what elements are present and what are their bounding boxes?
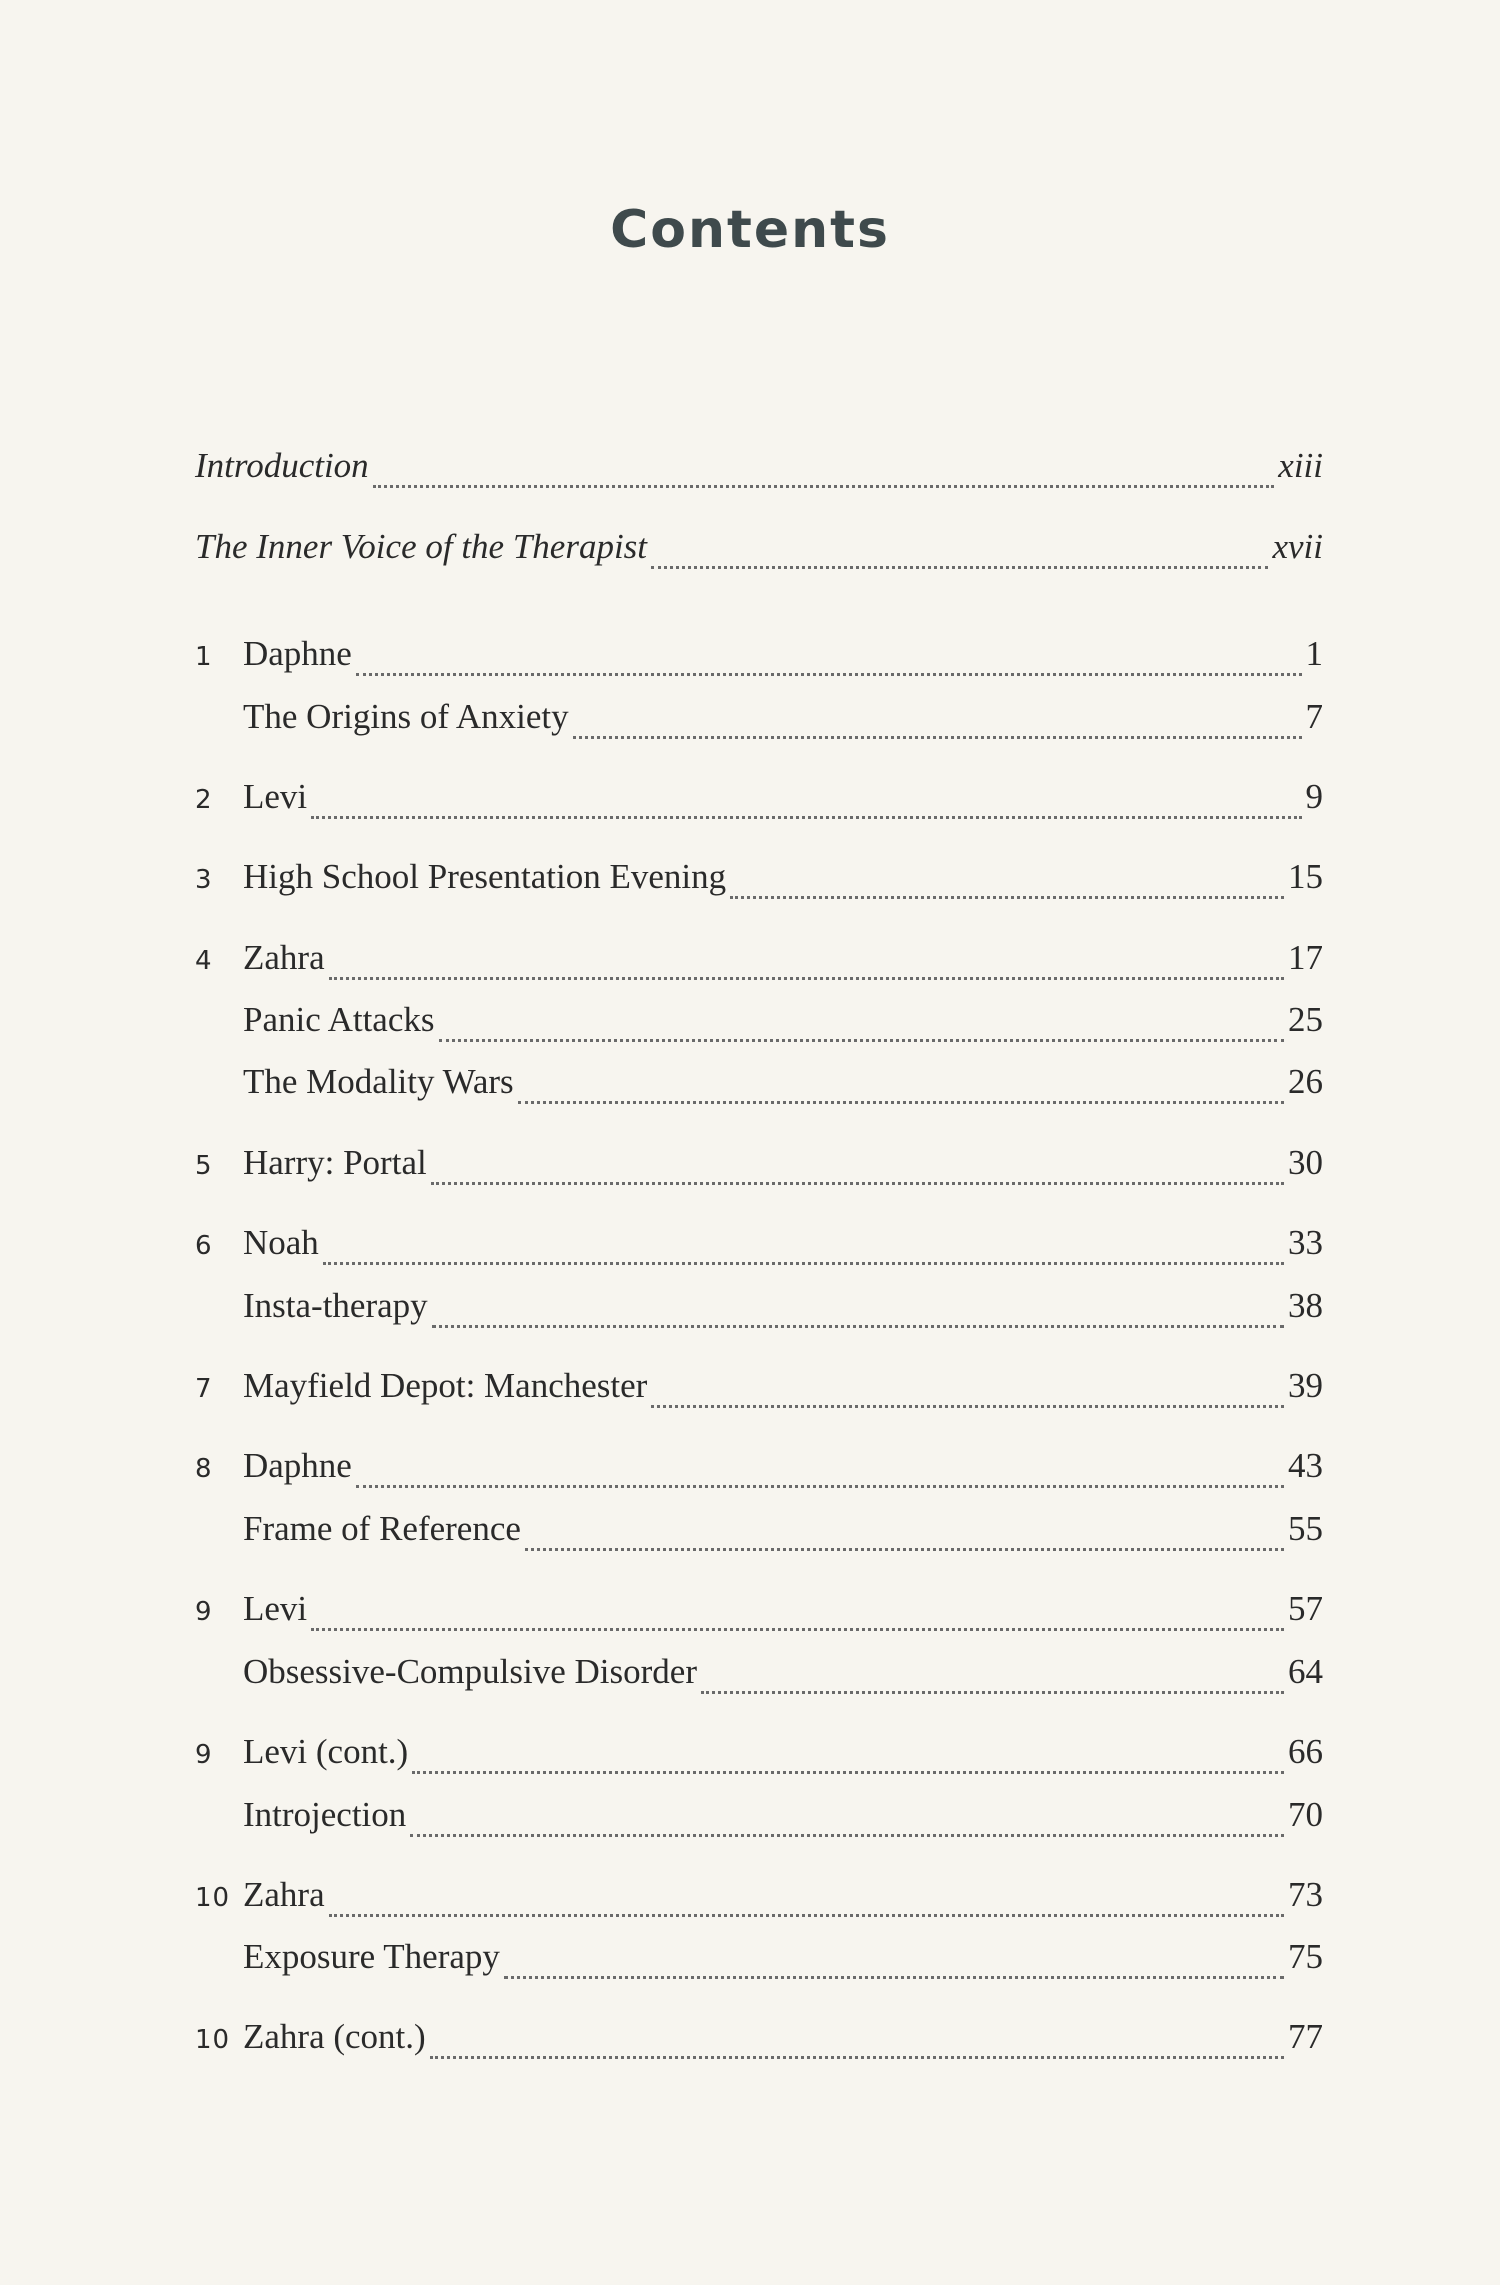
toc-entry[interactable] xyxy=(195,1223,1323,1279)
chapter-number: 7 xyxy=(195,1374,212,1404)
toc-entry-label: The Modality Wars xyxy=(243,1062,514,1101)
toc-entry[interactable] xyxy=(195,1875,1323,1931)
dot-leader xyxy=(356,673,1302,676)
toc-entry-front[interactable] xyxy=(195,446,1323,502)
toc-entry-label: Introduction xyxy=(195,446,369,485)
toc-entry-page: 39 xyxy=(1288,1366,1323,1405)
toc-entry-page: 33 xyxy=(1288,1223,1323,1262)
toc-entry-page: 64 xyxy=(1288,1652,1323,1691)
toc-entry-label: Introjection xyxy=(243,1795,407,1834)
dot-leader xyxy=(373,485,1275,488)
chapter-number: 9 xyxy=(195,1740,212,1770)
dot-leader xyxy=(356,1485,1284,1488)
dot-leader xyxy=(525,1548,1284,1551)
toc-entry[interactable] xyxy=(195,1732,1323,1788)
toc-entry[interactable] xyxy=(195,1652,1323,1708)
toc-entry[interactable] xyxy=(195,1000,1323,1056)
dot-leader xyxy=(573,736,1302,739)
toc-entry-page: 66 xyxy=(1288,1732,1323,1771)
toc-entry-label: Noah xyxy=(243,1223,319,1262)
toc-entry-label: Harry: Portal xyxy=(243,1143,427,1182)
toc-entry-page: 25 xyxy=(1288,1000,1323,1039)
chapter-number: 10 xyxy=(195,1883,231,1913)
toc-entry-label: Daphne xyxy=(243,634,352,673)
toc-entry-page: 73 xyxy=(1288,1875,1323,1914)
dot-leader xyxy=(518,1101,1284,1104)
toc-entry-label: High School Presentation Evening xyxy=(243,857,727,896)
toc-entry[interactable] xyxy=(195,1062,1323,1118)
toc-entry[interactable] xyxy=(195,1286,1323,1342)
toc-entry[interactable] xyxy=(195,777,1323,833)
chapter-number: 5 xyxy=(195,1151,212,1181)
toc-entry-label: Panic Attacks xyxy=(243,1000,435,1039)
toc-entry-page: 57 xyxy=(1288,1589,1323,1628)
chapter-number: 8 xyxy=(195,1454,212,1484)
chapter-number: 3 xyxy=(195,865,212,895)
dot-leader xyxy=(432,1325,1284,1328)
toc-entry[interactable] xyxy=(195,1589,1323,1645)
dot-leader xyxy=(651,566,1268,569)
dot-leader xyxy=(311,1628,1284,1631)
toc-entry[interactable] xyxy=(195,1366,1323,1422)
toc-entry-label: Frame of Reference xyxy=(243,1509,521,1548)
dot-leader xyxy=(323,1262,1284,1265)
toc-entry-page: xvii xyxy=(1272,527,1323,566)
toc-entry[interactable] xyxy=(195,2017,1323,2073)
dot-leader xyxy=(730,896,1284,899)
dot-leader xyxy=(651,1405,1284,1408)
toc-entry-label: Zahra xyxy=(243,1875,325,1914)
toc-entry-label: The Inner Voice of the Therapist xyxy=(195,527,648,566)
toc-entry[interactable] xyxy=(195,1795,1323,1851)
chapter-number: 2 xyxy=(195,785,212,815)
dot-leader xyxy=(431,1182,1284,1185)
dot-leader xyxy=(439,1039,1285,1042)
toc-entry-label: Levi xyxy=(243,1589,308,1628)
dot-leader xyxy=(412,1771,1284,1774)
toc-entry-page: 1 xyxy=(1305,634,1323,673)
chapter-number: 9 xyxy=(195,1597,212,1627)
toc-entry-label: Insta-therapy xyxy=(243,1286,428,1325)
toc-entry-label: Mayfield Depot: Manchester xyxy=(243,1366,648,1405)
toc-entry[interactable] xyxy=(195,1446,1323,1502)
toc-entry-label: Exposure Therapy xyxy=(243,1937,500,1976)
toc-entry[interactable] xyxy=(195,1937,1323,1993)
toc-entry[interactable] xyxy=(195,1509,1323,1565)
toc-entry-page: 43 xyxy=(1288,1446,1323,1485)
chapter-number: 10 xyxy=(195,2025,231,2055)
dot-leader xyxy=(701,1691,1284,1694)
toc-entry-page: 7 xyxy=(1305,697,1323,736)
dot-leader xyxy=(410,1834,1284,1837)
toc-entry-label: Zahra (cont.) xyxy=(243,2017,426,2056)
toc-entry-page: 55 xyxy=(1288,1509,1323,1548)
toc-entry-page: xiii xyxy=(1278,446,1323,485)
chapter-number: 6 xyxy=(195,1231,212,1261)
dot-leader xyxy=(430,2056,1284,2059)
dot-leader xyxy=(504,1976,1284,1979)
toc-entry-page: 38 xyxy=(1288,1286,1323,1325)
dot-leader xyxy=(311,816,1301,819)
toc-entry-front[interactable] xyxy=(195,527,1323,583)
toc-entry-label: Obsessive-Compulsive Disorder xyxy=(243,1652,697,1691)
toc-entry-label: Zahra xyxy=(243,938,325,977)
chapter-number: 1 xyxy=(195,642,212,672)
toc-entry[interactable] xyxy=(195,857,1323,913)
toc-entry-page: 77 xyxy=(1288,2017,1323,2056)
toc-entry-page: 15 xyxy=(1288,857,1323,896)
toc-entry[interactable] xyxy=(195,1143,1323,1199)
toc-entry-page: 30 xyxy=(1288,1143,1323,1182)
toc-entry-page: 70 xyxy=(1288,1795,1323,1834)
toc-entry-label: The Origins of Anxiety xyxy=(243,697,569,736)
toc-entry-label: Daphne xyxy=(243,1446,352,1485)
toc-entry-label: Levi (cont.) xyxy=(243,1732,409,1771)
page-title: Contents xyxy=(610,200,890,260)
toc-entry[interactable] xyxy=(195,634,1323,690)
dot-leader xyxy=(329,977,1284,980)
toc-entry-label: Levi xyxy=(243,777,308,816)
toc-entry[interactable] xyxy=(195,697,1323,753)
toc-entry-page: 17 xyxy=(1288,938,1323,977)
toc-entry[interactable] xyxy=(195,938,1323,994)
toc-entry-page: 75 xyxy=(1288,1937,1323,1976)
toc-entry-page: 9 xyxy=(1305,777,1323,816)
toc-entry-page: 26 xyxy=(1288,1062,1323,1101)
dot-leader xyxy=(329,1914,1284,1917)
chapter-number: 4 xyxy=(195,946,212,976)
